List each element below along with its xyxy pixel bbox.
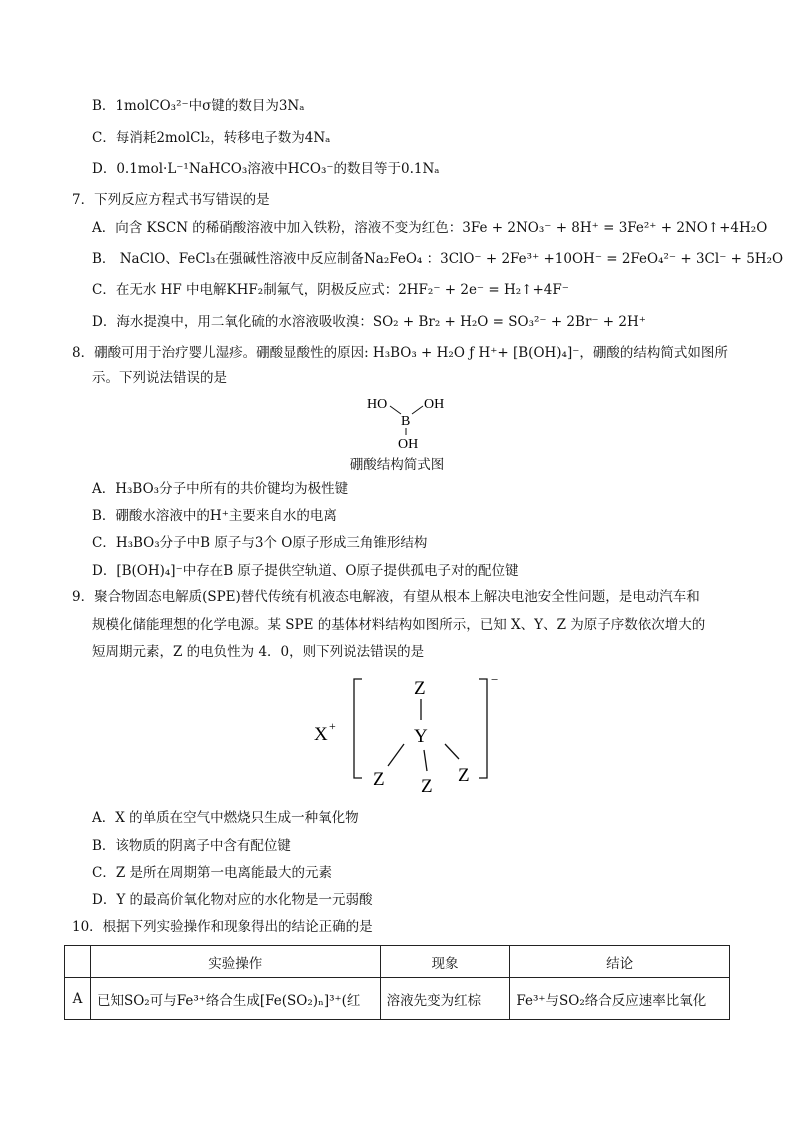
anion-charge: − — [491, 672, 499, 687]
q7-option-a: A．向含 KSCN 的稀硝酸溶液中加入铁粉，溶液不变为红色：3Fe + 2NO₃⁻ + 8H⁺ = 3Fe²⁺ + 2NO↑+4H₂O — [92, 220, 768, 236]
atom-z-top: Z — [414, 678, 426, 699]
atom-z-right: Z — [458, 765, 470, 786]
cation-x: X — [314, 724, 328, 745]
q6-option-d: D．0.1mol·L⁻¹NaHCO₃溶液中HCO₃⁻的数目等于0.1Nₐ — [92, 161, 440, 177]
bond-b-oh-right — [412, 406, 423, 414]
row-a-label: A — [65, 978, 91, 1020]
q9-stem-line2: 规模化储能理想的化学电源。某 SPE 的基体材料结构如图所示，已知 X、Y、Z 为原子序数依次增大的 — [92, 617, 706, 633]
row-a-conclusion: Fe³⁺与SO₂络合反应速率比氧化 — [510, 978, 730, 1020]
bond-y-z-left — [388, 744, 404, 766]
bond-y-z-right — [445, 744, 459, 759]
header-phenomenon: 现象 — [380, 946, 510, 978]
q9-stem-line3: 短周期元素，Z 的电负性为 4．0，则下列说法错误的是 — [92, 644, 425, 660]
atom-y: Y — [414, 726, 428, 747]
q10-table — [64, 945, 730, 1020]
structure-oh-right: OH — [424, 397, 445, 412]
boric-acid-structure — [354, 390, 454, 452]
row-a-phenomenon: 溶液先变为红棕 — [380, 978, 510, 1020]
bond-y-z-middle — [424, 750, 427, 771]
table-row — [65, 978, 730, 1020]
q6-option-c: C．每消耗2molCl₂，转移电子数为4Nₐ — [92, 130, 331, 146]
atom-z-left: Z — [373, 769, 385, 790]
q6-option-b: B．1molCO₃²⁻中σ键的数目为3Nₐ — [92, 98, 305, 114]
boric-acid-caption: 硼酸结构简式图 — [349, 457, 445, 473]
q9-option-b: B．该物质的阴离子中含有配位键 — [92, 838, 291, 854]
q9-option-a: A．X 的单质在空气中燃烧只生成一种氧化物 — [92, 810, 359, 826]
cation-charge: + — [329, 719, 336, 733]
header-conclusion: 结论 — [510, 946, 730, 978]
structure-oh-bottom: OH — [398, 437, 419, 452]
row-a-operation: 已知SO₂可与Fe³⁺络合生成[Fe(SO₂)ₙ]³⁺(红 — [90, 978, 380, 1020]
q8-option-c: C．H₃BO₃分子中B 原子与3个 O原子形成三角锥形结构 — [92, 535, 428, 551]
q8-stem-line2: 示。下列说法错误的是 — [92, 370, 227, 386]
q8-option-b: B．硼酸水溶液中的H⁺主要来自水的电离 — [92, 508, 337, 524]
q7-option-d: D．海水提溴中，用二氧化硫的水溶液吸收溴：SO₂ + Br₂ + H₂O = SO₃²⁻ + 2Br⁻ + 2H⁺ — [92, 314, 646, 330]
q9-stem-line1: 9．聚合物固态电解质(SPE)替代传统有机液态电解液，有望从根本上解决电池安全性问题，是电动汽车和 — [72, 589, 700, 605]
structure-boron: B — [401, 414, 411, 429]
q9-option-d: D．Y 的最高价氧化物对应的水化物是一元弱酸 — [92, 892, 373, 908]
structure-ho-left: HO — [367, 397, 388, 412]
table-header-row — [65, 946, 730, 978]
q9-option-c: C．Z 是所在周期第一电离能最大的元素 — [92, 865, 333, 881]
header-label — [65, 946, 91, 978]
q7-option-b: B． NaClO、FeCl₃在强碱性溶液中反应制备Na₂FeO₄ ：3ClO⁻ + 2Fe³⁺ +10OH⁻ = 2FeO₄²⁻ + 3Cl⁻ + 5H₂O — [92, 251, 784, 267]
q7-option-c: C．在无水 HF 中电解KHF₂制氟气，阴极反应式：2HF₂⁻ + 2e⁻ = H₂↑+4F⁻ — [92, 282, 569, 298]
atom-z-middle: Z — [421, 776, 433, 797]
header-operation: 实验操作 — [90, 946, 380, 978]
q8-stem-line1: 8．硼酸可用于治疗婴儿湿疹。硼酸显酸性的原因: H₃BO₃ + H₂O ƒ H⁺+ [B(OH)₄]⁻，硼酸的结构简式如图所 — [72, 345, 728, 361]
q8-option-a: A．H₃BO₃分子中所有的共价键均为极性键 — [92, 481, 349, 497]
q8-option-d: D．[B(OH)₄]⁻中存在B 原子提供空轨道、O原子提供孤电子对的配位键 — [92, 563, 519, 579]
right-bracket — [479, 679, 487, 778]
left-bracket — [354, 679, 362, 778]
q7-stem: 7．下列反应方程式书写错误的是 — [72, 192, 270, 208]
bond-b-ho — [390, 406, 401, 414]
spe-structure-diagram — [300, 668, 520, 798]
q10-stem: 10．根据下列实验操作和现象得出的结论正确的是 — [72, 919, 373, 935]
